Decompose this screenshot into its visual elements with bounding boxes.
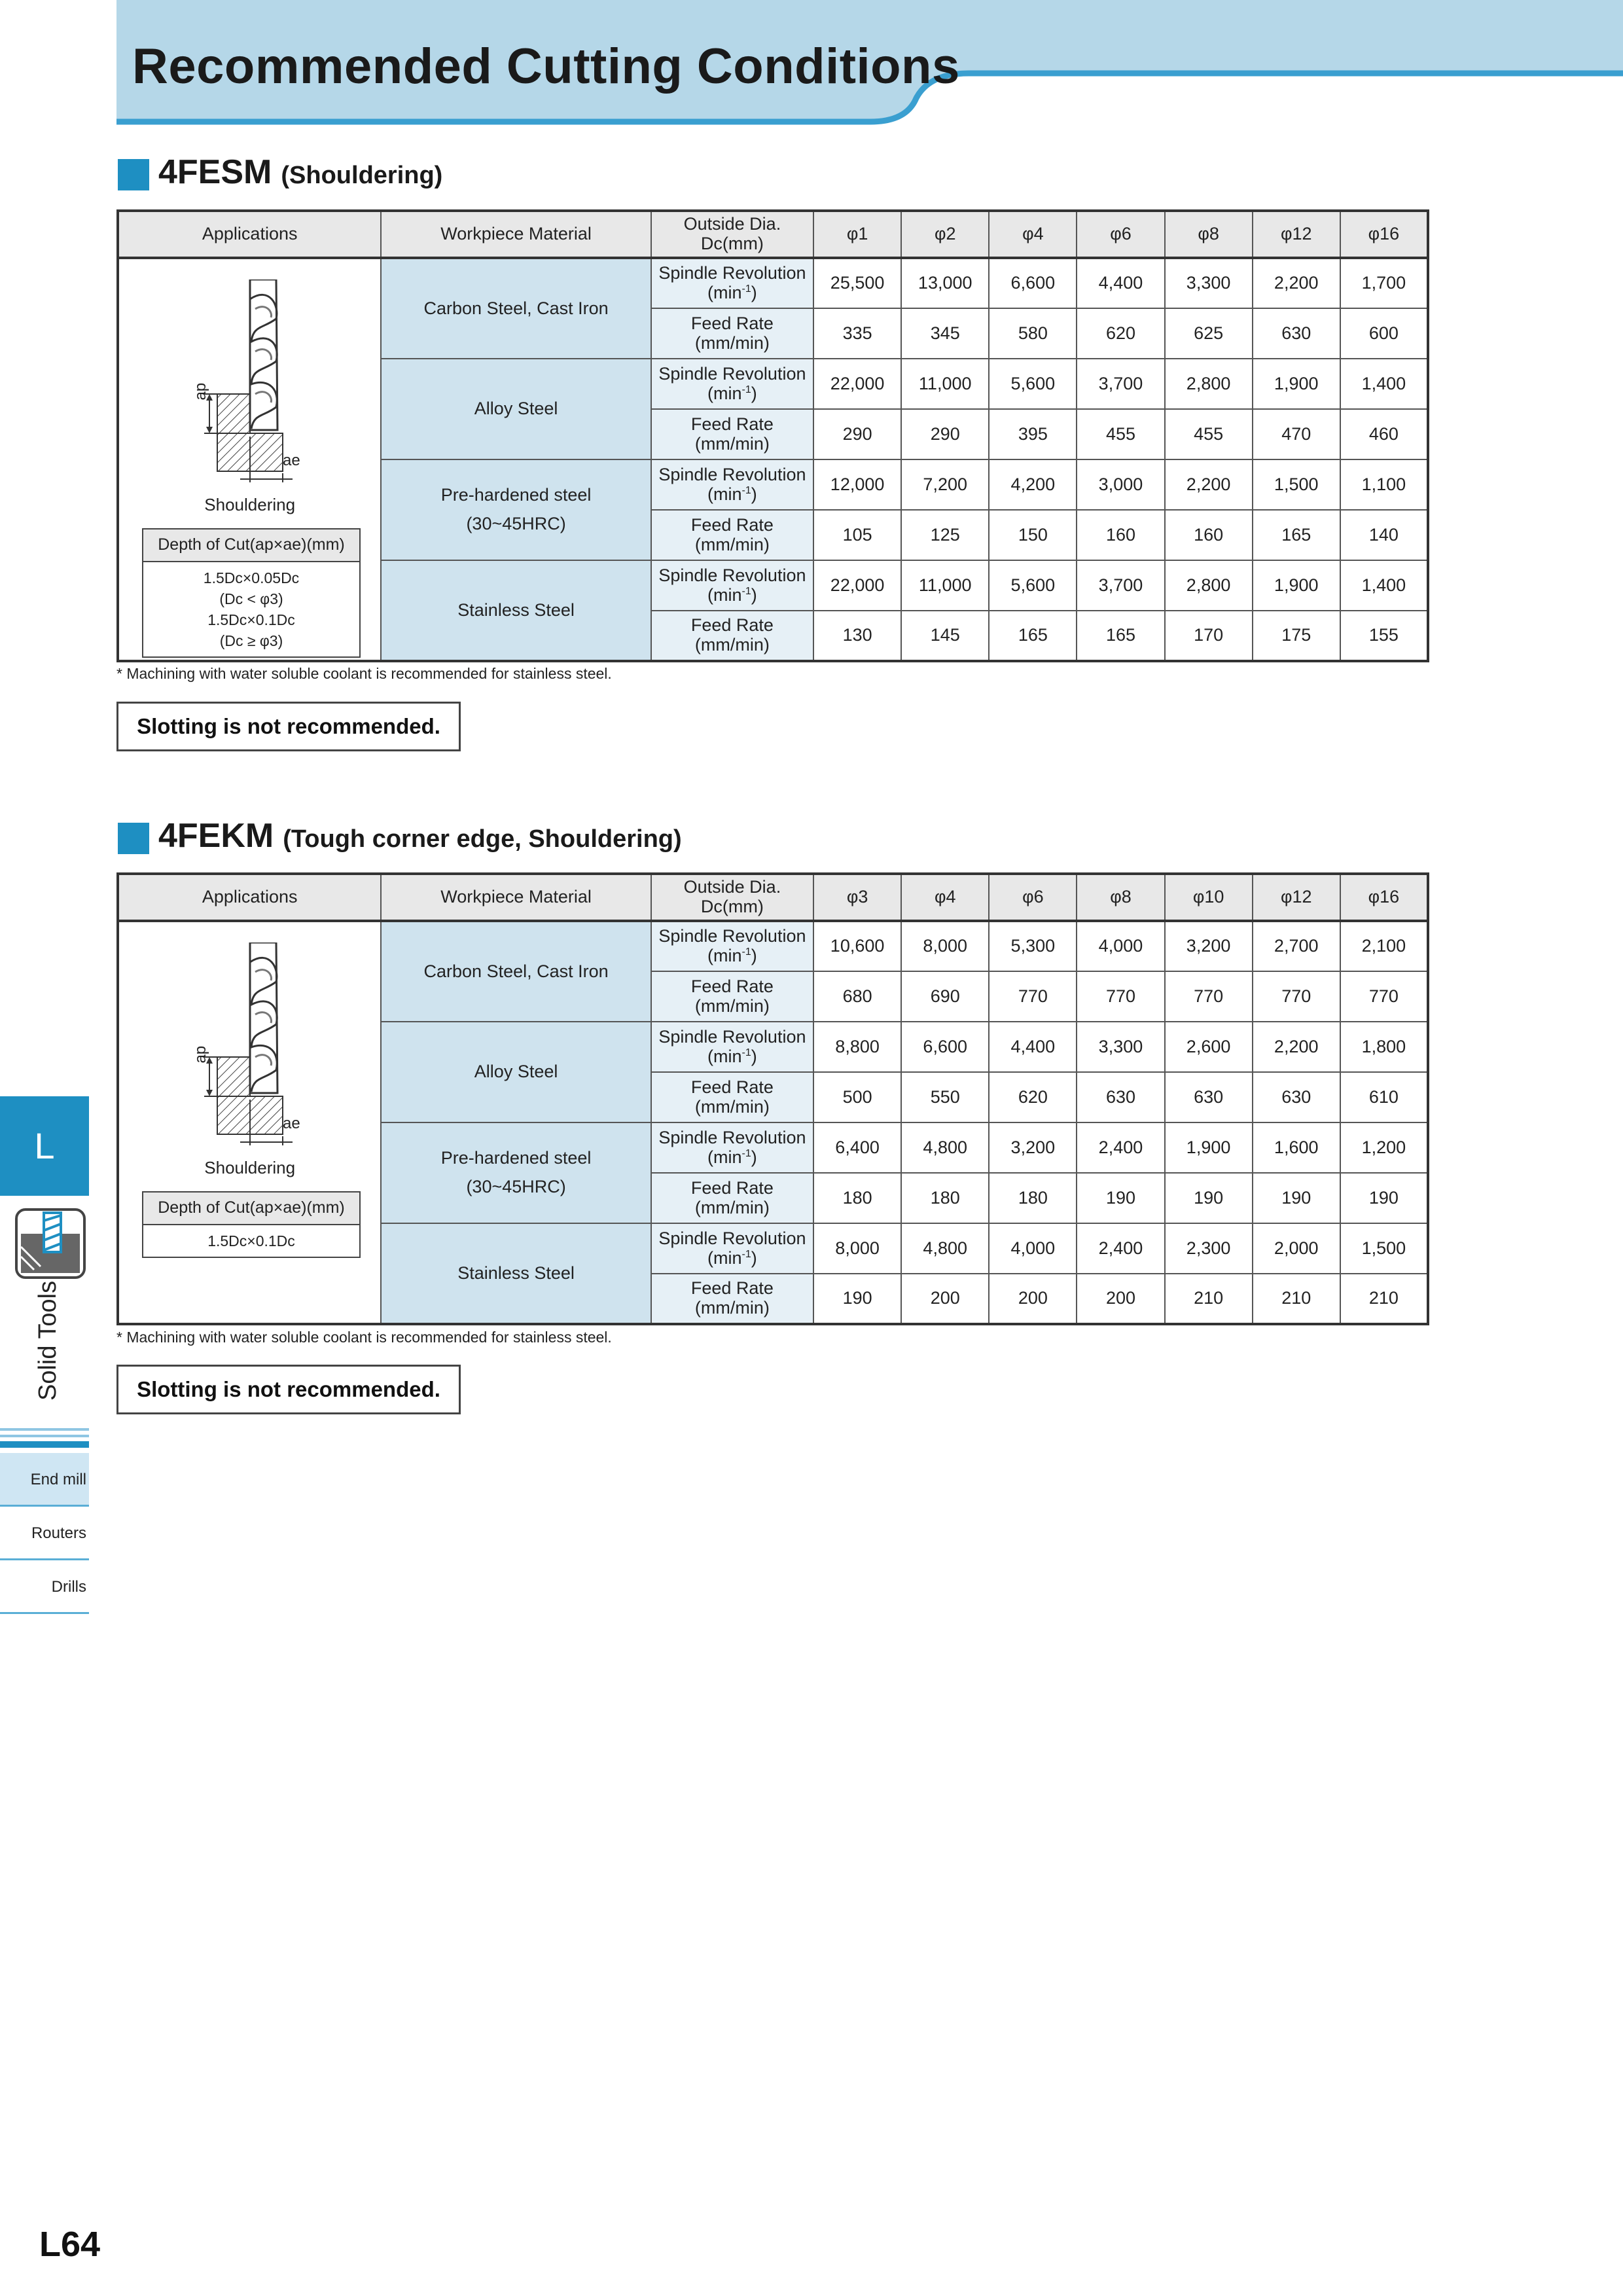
feed-value: 190 — [1165, 1173, 1253, 1223]
col-header-diameter: φ6 — [989, 874, 1077, 921]
spindle-label-text: Spindle Revolution — [658, 263, 806, 283]
material-name: Alloy Steel — [474, 1062, 558, 1082]
feed-value: 345 — [901, 308, 989, 359]
workpiece-material-cell — [381, 560, 651, 661]
spindle-value: 1,500 — [1340, 1223, 1428, 1274]
feed-value: 155 — [1340, 611, 1428, 661]
feed-value: 395 — [989, 409, 1077, 459]
feed-value: 630 — [1077, 1072, 1164, 1122]
spindle-revolution-label — [651, 258, 813, 308]
feed-rate-label — [651, 1072, 813, 1122]
feed-value: 200 — [989, 1274, 1077, 1324]
spindle-revolution-label — [651, 1223, 813, 1274]
feed-unit: (mm/min) — [694, 635, 770, 655]
spindle-value: 5,600 — [989, 560, 1077, 611]
spindle-value: 1,700 — [1340, 258, 1428, 308]
col-header-diameter: φ2 — [901, 211, 989, 258]
feed-value: 165 — [1077, 611, 1164, 661]
feed-rate-label — [651, 308, 813, 359]
spindle-label-text: Spindle Revolution — [658, 1127, 806, 1147]
depth-of-cut-value: (Dc ≥ φ3) — [219, 632, 283, 650]
section-subtitle: (Tough corner edge, Shouldering) — [283, 825, 682, 853]
spindle-value: 4,400 — [1077, 258, 1164, 308]
workpiece-material-cell — [381, 459, 651, 560]
feed-value: 460 — [1340, 409, 1428, 459]
end-mill-icon — [14, 1208, 86, 1280]
spindle-value: 4,000 — [989, 1223, 1077, 1274]
spindle-value: 10,600 — [813, 921, 901, 971]
depth-of-cut-value: (Dc < φ3) — [219, 590, 283, 607]
depth-of-cut-values — [143, 562, 359, 657]
spindle-value: 8,000 — [813, 1223, 901, 1274]
col-header-diameter: φ10 — [1165, 874, 1253, 921]
feed-value: 500 — [813, 1072, 901, 1122]
feed-label-text: Feed Rate — [690, 313, 774, 333]
spindle-unit-text: (min — [707, 584, 742, 605]
col-header-diameter: φ16 — [1340, 211, 1428, 258]
feed-rate-label — [651, 971, 813, 1022]
spindle-revolution-label — [651, 1022, 813, 1072]
feed-label-text: Feed Rate — [690, 976, 774, 996]
section-marker-icon — [118, 823, 149, 854]
feed-rate-label — [651, 510, 813, 560]
feed-value: 770 — [1165, 971, 1253, 1022]
feed-value: 180 — [901, 1173, 989, 1223]
spindle-value: 8,800 — [813, 1022, 901, 1072]
outside-dia-label: Outside Dia. — [683, 877, 781, 897]
spindle-unit-close: ) — [751, 1247, 757, 1268]
applications-cell — [118, 258, 381, 661]
feed-label-text: Feed Rate — [690, 1278, 774, 1299]
feed-value: 105 — [813, 510, 901, 560]
feed-value: 620 — [1077, 308, 1164, 359]
feed-value: 680 — [813, 971, 901, 1022]
col-header-diameter: φ1 — [813, 211, 901, 258]
material-hardness: (30~45HRC) — [466, 1177, 566, 1196]
spindle-value: 11,000 — [901, 359, 989, 409]
section-code: 4FESM — [158, 153, 272, 191]
spindle-unit-exponent: -1 — [741, 946, 751, 958]
spindle-unit-text: (min — [707, 383, 742, 403]
spindle-value: 6,600 — [901, 1022, 989, 1072]
feed-value: 130 — [813, 611, 901, 661]
material-name: Pre-hardened steel — [440, 485, 592, 505]
spindle-value: 1,800 — [1340, 1022, 1428, 1072]
spindle-value: 4,200 — [989, 459, 1077, 510]
spindle-value: 2,700 — [1253, 921, 1340, 971]
col-header-diameter: φ16 — [1340, 874, 1428, 921]
col-header-diameter: φ12 — [1253, 874, 1340, 921]
feed-value: 160 — [1165, 510, 1253, 560]
spindle-value: 1,600 — [1253, 1122, 1340, 1173]
spindle-unit-text: (min — [707, 1147, 742, 1167]
spindle-value: 25,500 — [813, 258, 901, 308]
workpiece-material-cell — [381, 1022, 651, 1122]
category-label: Solid Tools — [34, 1280, 62, 1401]
feed-value: 160 — [1077, 510, 1164, 560]
feed-value: 610 — [1340, 1072, 1428, 1122]
feed-value: 630 — [1165, 1072, 1253, 1122]
spindle-revolution-label — [651, 921, 813, 971]
depth-of-cut-box — [142, 528, 361, 658]
spindle-value: 12,000 — [813, 459, 901, 510]
outside-dia-unit: Dc(mm) — [700, 234, 764, 253]
spindle-unit-exponent: -1 — [741, 1147, 751, 1159]
feed-unit: (mm/min) — [694, 534, 770, 554]
feed-label-text: Feed Rate — [690, 1177, 774, 1198]
nav-end-mill[interactable]: End mill — [0, 1453, 89, 1507]
col-header-workpiece: Workpiece Material — [381, 874, 651, 921]
feed-value: 140 — [1340, 510, 1428, 560]
workpiece-material-cell — [381, 921, 651, 1022]
feed-rate-label — [651, 409, 813, 459]
coolant-note: * Machining with water soluble coolant is recommended for stainless steel. — [116, 665, 612, 682]
spindle-value: 7,200 — [901, 459, 989, 510]
material-name: Stainless Steel — [457, 600, 575, 620]
page-title: Recommended Cutting Conditions — [132, 39, 960, 94]
slotting-notice: Slotting is not recommended. — [116, 702, 461, 751]
feed-rate-label — [651, 611, 813, 661]
spindle-unit — [652, 1047, 813, 1067]
material-name: Pre-hardened steel — [440, 1148, 592, 1168]
col-header-outside-dia — [651, 211, 813, 258]
spindle-value: 3,700 — [1077, 560, 1164, 611]
spindle-unit — [652, 283, 813, 303]
feed-value: 210 — [1165, 1274, 1253, 1324]
feed-value: 200 — [901, 1274, 989, 1324]
spindle-value: 4,800 — [901, 1122, 989, 1173]
col-header-applications: Applications — [118, 211, 381, 258]
col-header-diameter: φ12 — [1253, 211, 1340, 258]
feed-value: 190 — [1077, 1173, 1164, 1223]
feed-value: 190 — [1253, 1173, 1340, 1223]
feed-value: 175 — [1253, 611, 1340, 661]
cutting-conditions-table-4fekm — [116, 872, 1429, 1325]
feed-value: 200 — [1077, 1274, 1164, 1324]
feed-value: 455 — [1165, 409, 1253, 459]
spindle-unit-close: ) — [751, 283, 757, 302]
col-header-diameter: φ4 — [901, 874, 989, 921]
spindle-unit-close: ) — [751, 484, 757, 504]
spindle-value: 2,200 — [1165, 459, 1253, 510]
spindle-value: 3,300 — [1077, 1022, 1164, 1072]
spindle-unit — [652, 384, 813, 404]
feed-value: 470 — [1253, 409, 1340, 459]
feed-value: 180 — [989, 1173, 1077, 1223]
spindle-unit-exponent: -1 — [741, 283, 751, 295]
depth-of-cut-header: Depth of Cut(ap×ae)(mm) — [143, 529, 359, 562]
spindle-label-text: Spindle Revolution — [658, 926, 806, 946]
col-header-diameter: φ6 — [1077, 211, 1164, 258]
feed-value: 170 — [1165, 611, 1253, 661]
spindle-value: 3,200 — [989, 1122, 1077, 1173]
spindle-revolution-label — [651, 1122, 813, 1173]
feed-rate-label — [651, 1173, 813, 1223]
feed-value: 625 — [1165, 308, 1253, 359]
feed-value: 180 — [813, 1173, 901, 1223]
spindle-unit-close: ) — [751, 1147, 757, 1167]
spindle-value: 3,700 — [1077, 359, 1164, 409]
ae-label: ae — [283, 452, 300, 469]
feed-label-text: Feed Rate — [690, 414, 774, 434]
page-header — [0, 0, 1623, 131]
spindle-value: 2,400 — [1077, 1122, 1164, 1173]
spindle-value: 3,200 — [1165, 921, 1253, 971]
col-header-diameter: φ4 — [989, 211, 1077, 258]
material-hardness: (30~45HRC) — [466, 514, 566, 533]
material-name: Carbon Steel, Cast Iron — [423, 961, 609, 981]
feed-value: 550 — [901, 1072, 989, 1122]
feed-unit: (mm/min) — [694, 433, 770, 454]
spindle-label-text: Spindle Revolution — [658, 363, 806, 384]
table-row — [118, 258, 1428, 308]
depth-of-cut-value: 1.5Dc×0.1Dc — [207, 1232, 295, 1249]
spindle-value: 1,900 — [1165, 1122, 1253, 1173]
feed-unit: (mm/min) — [694, 332, 770, 353]
feed-value: 165 — [989, 611, 1077, 661]
spindle-unit — [652, 946, 813, 966]
spindle-label-text: Spindle Revolution — [658, 1026, 806, 1047]
spindle-unit-exponent: -1 — [741, 1248, 751, 1260]
feed-unit: (mm/min) — [694, 1096, 770, 1117]
workpiece-material-cell — [381, 1223, 651, 1324]
col-header-workpiece: Workpiece Material — [381, 211, 651, 258]
depth-of-cut-box — [142, 1191, 361, 1258]
application-name: Shouldering — [204, 1158, 296, 1177]
spindle-unit-close: ) — [751, 584, 757, 605]
spindle-unit-text: (min — [707, 946, 742, 965]
divider-lines — [0, 1427, 89, 1453]
col-header-diameter: φ3 — [813, 874, 901, 921]
spindle-value: 1,900 — [1253, 560, 1340, 611]
spindle-revolution-label — [651, 359, 813, 409]
spindle-label-text: Spindle Revolution — [658, 565, 806, 585]
feed-value: 620 — [989, 1072, 1077, 1122]
feed-value: 290 — [813, 409, 901, 459]
feed-value: 770 — [1253, 971, 1340, 1022]
spindle-value: 22,000 — [813, 359, 901, 409]
col-header-applications: Applications — [118, 874, 381, 921]
feed-value: 165 — [1253, 510, 1340, 560]
feed-unit: (mm/min) — [694, 1197, 770, 1217]
outside-dia-unit: Dc(mm) — [700, 897, 764, 916]
material-name: Stainless Steel — [457, 1263, 575, 1283]
depth-of-cut-header: Depth of Cut(ap×ae)(mm) — [143, 1193, 359, 1225]
feed-value: 600 — [1340, 308, 1428, 359]
feed-value: 125 — [901, 510, 989, 560]
col-header-outside-dia — [651, 874, 813, 921]
feed-value: 150 — [989, 510, 1077, 560]
slotting-notice: Slotting is not recommended. — [116, 1365, 461, 1414]
spindle-unit — [652, 485, 813, 505]
material-name: Carbon Steel, Cast Iron — [423, 298, 609, 318]
application-name: Shouldering — [204, 495, 296, 514]
material-name: Alloy Steel — [474, 399, 558, 419]
header-row — [118, 211, 1428, 258]
spindle-value: 2,200 — [1253, 258, 1340, 308]
spindle-unit-close: ) — [751, 383, 757, 403]
depth-of-cut-value: 1.5Dc×0.1Dc — [207, 611, 295, 628]
feed-value: 455 — [1077, 409, 1164, 459]
feed-rate-label — [651, 1274, 813, 1324]
spindle-value: 5,300 — [989, 921, 1077, 971]
spindle-unit-text: (min — [707, 1046, 742, 1066]
spindle-value: 1,400 — [1340, 560, 1428, 611]
applications-cell — [118, 921, 381, 1324]
spindle-unit — [652, 1148, 813, 1168]
workpiece-material-cell — [381, 359, 651, 459]
spindle-value: 5,600 — [989, 359, 1077, 409]
coolant-note: * Machining with water soluble coolant is recommended for stainless steel. — [116, 1329, 612, 1346]
ap-label: ap — [192, 1045, 210, 1064]
page-number: L64 — [39, 2225, 101, 2264]
col-header-diameter: φ8 — [1165, 211, 1253, 258]
spindle-unit-exponent: -1 — [741, 384, 751, 395]
feed-value: 210 — [1253, 1274, 1340, 1324]
feed-value: 290 — [901, 409, 989, 459]
spindle-value: 4,800 — [901, 1223, 989, 1274]
feed-value: 190 — [1340, 1173, 1428, 1223]
depth-of-cut-values — [143, 1225, 359, 1257]
nav-drills[interactable]: Drills — [0, 1560, 89, 1614]
feed-value: 770 — [1077, 971, 1164, 1022]
spindle-unit-exponent: -1 — [741, 1047, 751, 1058]
ae-label: ae — [283, 1115, 300, 1132]
spindle-value: 2,800 — [1165, 359, 1253, 409]
spindle-value: 2,400 — [1077, 1223, 1164, 1274]
feed-value: 630 — [1253, 1072, 1340, 1122]
spindle-label-text: Spindle Revolution — [658, 464, 806, 484]
spindle-value: 2,200 — [1253, 1022, 1340, 1072]
outside-dia-label: Outside Dia. — [683, 214, 781, 234]
spindle-value: 1,400 — [1340, 359, 1428, 409]
section-letter-tab[interactable]: L — [0, 1096, 89, 1196]
table-row — [118, 921, 1428, 971]
feed-value: 770 — [989, 971, 1077, 1022]
spindle-value: 3,300 — [1165, 258, 1253, 308]
spindle-revolution-label — [651, 560, 813, 611]
spindle-value: 6,600 — [989, 258, 1077, 308]
spindle-unit-close: ) — [751, 1046, 757, 1066]
feed-value: 770 — [1340, 971, 1428, 1022]
header-row — [118, 874, 1428, 921]
nav-routers[interactable]: Routers — [0, 1507, 89, 1560]
cutting-conditions-table-4fesm — [116, 209, 1429, 662]
spindle-value: 6,400 — [813, 1122, 901, 1173]
col-header-diameter: φ8 — [1077, 874, 1164, 921]
spindle-value: 4,000 — [1077, 921, 1164, 971]
spindle-unit-exponent: -1 — [741, 585, 751, 597]
spindle-revolution-label — [651, 459, 813, 510]
spindle-unit-text: (min — [707, 484, 742, 504]
spindle-label-text: Spindle Revolution — [658, 1228, 806, 1248]
spindle-unit-exponent: -1 — [741, 484, 751, 496]
feed-label-text: Feed Rate — [690, 615, 774, 636]
section-code: 4FEKM — [158, 817, 274, 855]
spindle-value: 2,300 — [1165, 1223, 1253, 1274]
spindle-unit-close: ) — [751, 946, 757, 965]
spindle-unit-text: (min — [707, 283, 742, 302]
spindle-value: 2,100 — [1340, 921, 1428, 971]
feed-value: 580 — [989, 308, 1077, 359]
feed-value: 145 — [901, 611, 989, 661]
feed-value: 190 — [813, 1274, 901, 1324]
spindle-value: 13,000 — [901, 258, 989, 308]
depth-of-cut-value: 1.5Dc×0.05Dc — [203, 569, 300, 586]
spindle-value: 1,200 — [1340, 1122, 1428, 1173]
spindle-unit-text: (min — [707, 1247, 742, 1268]
section-subtitle: (Shouldering) — [281, 162, 443, 189]
feed-unit: (mm/min) — [694, 1298, 770, 1318]
spindle-value: 4,400 — [989, 1022, 1077, 1072]
feed-value: 690 — [901, 971, 989, 1022]
spindle-value: 3,000 — [1077, 459, 1164, 510]
feed-label-text: Feed Rate — [690, 514, 774, 535]
feed-value: 630 — [1253, 308, 1340, 359]
spindle-unit — [652, 586, 813, 605]
feed-unit: (mm/min) — [694, 996, 770, 1016]
feed-label-text: Feed Rate — [690, 1077, 774, 1097]
spindle-value: 2,800 — [1165, 560, 1253, 611]
spindle-value: 2,000 — [1253, 1223, 1340, 1274]
workpiece-material-cell — [381, 258, 651, 359]
feed-value: 335 — [813, 308, 901, 359]
spindle-value: 1,500 — [1253, 459, 1340, 510]
section-marker-icon — [118, 159, 149, 190]
spindle-unit — [652, 1249, 813, 1268]
feed-value: 210 — [1340, 1274, 1428, 1324]
spindle-value: 11,000 — [901, 560, 989, 611]
spindle-value: 1,900 — [1253, 359, 1340, 409]
workpiece-material-cell — [381, 1122, 651, 1223]
ap-label: ap — [192, 382, 210, 401]
spindle-value: 2,600 — [1165, 1022, 1253, 1072]
spindle-value: 8,000 — [901, 921, 989, 971]
spindle-value: 22,000 — [813, 560, 901, 611]
spindle-value: 1,100 — [1340, 459, 1428, 510]
